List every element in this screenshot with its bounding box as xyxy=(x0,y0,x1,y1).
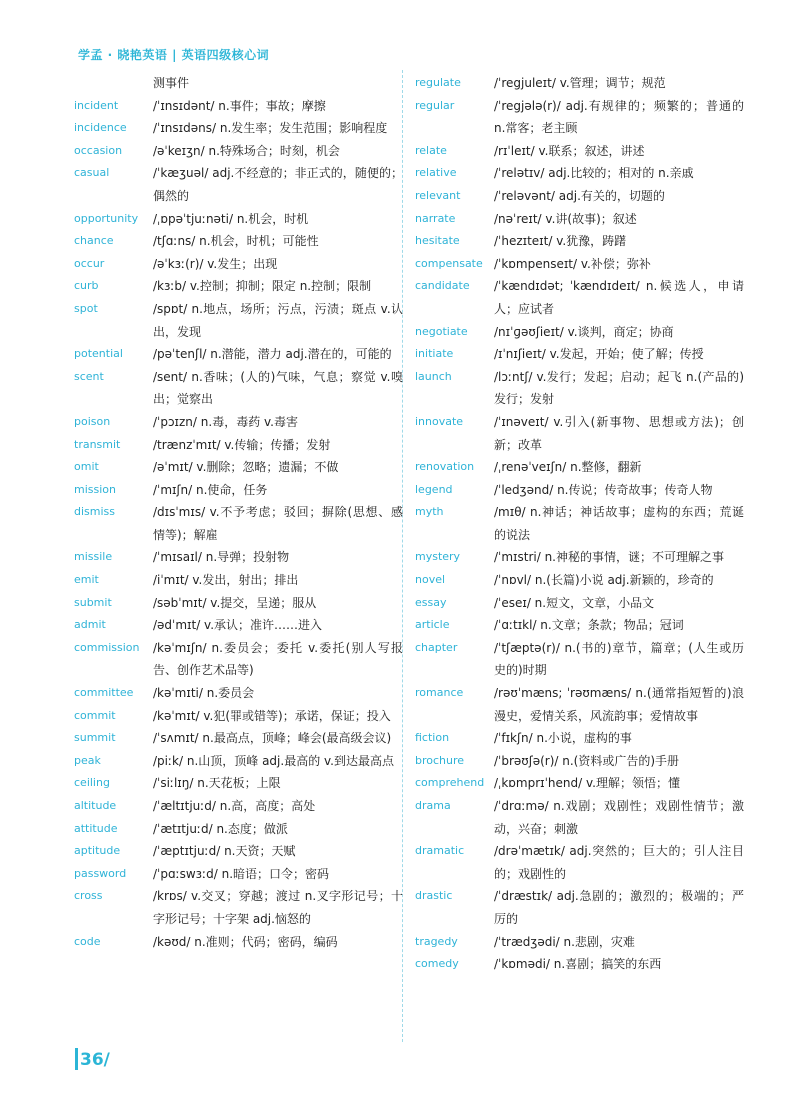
vocab-word: potential xyxy=(74,347,123,361)
vocab-word: spot xyxy=(74,301,98,315)
vocab-word: myth xyxy=(415,505,444,519)
vocab-entry xyxy=(74,95,404,118)
vocab-definition: /ˌrenəˈveɪʃn/ n.整修，翻新 xyxy=(494,460,642,475)
vocab-entry xyxy=(74,140,404,163)
vocab-entry xyxy=(415,614,745,637)
vocab-definition: /rəʊˈmæns; ˈrəʊmæns/ n.(通常指短暂的)浪漫史，爱情关系，风流韵事；爱情故事 xyxy=(494,686,744,723)
vocab-definition: /ˈrelətɪv/ adj.比较的；相对的 n.亲戚 xyxy=(494,166,694,181)
vocab-definition: /kəˈmɪʃn/ n.委员会；委托 v.委托(别人写报告、创作艺术品等) xyxy=(153,640,403,678)
vocab-entry xyxy=(415,275,745,320)
vocab-definition: /ˈkæʒuəl/ adj.不经意的；非正式的，随便的；偶然的 xyxy=(153,166,403,203)
vocab-word: commit xyxy=(74,708,116,722)
vocab-word: dramatic xyxy=(415,844,465,858)
vocab-definition: /nɪˈɡəʊʃieɪt/ v.谈判，商定；协商 xyxy=(494,324,674,339)
vocab-word: renovation xyxy=(415,460,475,474)
vocab-entry xyxy=(74,501,404,546)
vocab-entry xyxy=(415,253,745,276)
vocab-entry xyxy=(74,682,404,705)
vocab-definition: /ˈtʃæptə(r)/ n.(书的)章节，篇章；(人生或历史的)时期 xyxy=(494,640,744,678)
vocab-entry xyxy=(415,366,745,411)
vocab-definition: /ˈreləvənt/ adj.有关的，切题的 xyxy=(494,188,665,203)
vocab-word: drastic xyxy=(415,889,453,903)
vocab-entry xyxy=(74,208,404,231)
vocab-word: admit xyxy=(74,618,106,632)
vocab-entry xyxy=(74,569,404,592)
vocab-definition: /ˈregjələ(r)/ adj.有规律的；频繁的；普通的 n.常客；老主顾 xyxy=(494,98,744,136)
vocab-word: incident xyxy=(74,98,119,112)
vocab-entry xyxy=(74,614,404,637)
vocab-entry xyxy=(74,117,404,140)
vocab-definition: /ˈledʒənd/ n.传说；传奇故事；传奇人物 xyxy=(494,482,713,497)
vocab-entry xyxy=(415,592,745,615)
vocab-word: opportunity xyxy=(74,211,139,225)
vocab-entry xyxy=(74,772,404,795)
vocab-word: compensate xyxy=(415,256,483,270)
vocab-word: fiction xyxy=(415,731,450,745)
vocab-word: hesitate xyxy=(415,234,460,248)
vocab-word: commission xyxy=(74,640,140,654)
vocab-definition: /ˈmɪstri/ n.神秘的事情，谜；不可理解之事 xyxy=(494,550,724,565)
vocab-word: regular xyxy=(415,98,455,112)
vocab-definition: /kəʊd/ n.准则；代码；密码，编码 xyxy=(153,934,338,949)
vocab-entry xyxy=(415,501,745,546)
vocab-definition: /ˈɑːtɪkl/ n.文章；条款；物品；冠词 xyxy=(494,618,684,633)
vocab-word: brochure xyxy=(415,753,465,767)
vocab-entry xyxy=(74,863,404,886)
vocab-definition: /piːk/ n.山顶，顶峰 adj.最高的 v.到达最高点 xyxy=(153,753,394,768)
vocab-word: relate xyxy=(415,143,447,157)
vocab-word: drama xyxy=(415,799,451,812)
vocab-definition: /ˈmɪsaɪl/ n.导弹；投射物 xyxy=(153,550,290,565)
vocab-definition: /ˈkændɪdət; ˈkændɪdeɪt/ n.候选人，申请人；应试者 xyxy=(494,279,744,316)
vocab-entry xyxy=(415,140,745,163)
page-number: 36/ xyxy=(80,1050,110,1070)
vocab-definition: /sent/ n.香味；(人的)气味，气息；察觉 v.嗅出；觉察出 xyxy=(153,369,403,407)
vocab-definition: /kəˈmɪt/ v.犯(罪或错等)；承诺，保证；投入 xyxy=(153,708,391,723)
vocab-word: tragedy xyxy=(415,934,458,948)
vocab-entry xyxy=(74,885,404,930)
vocab-word: relevant xyxy=(415,188,461,202)
vocab-entry xyxy=(74,298,404,343)
vocab-entry xyxy=(415,953,745,976)
vocab-definition: /lɔːntʃ/ v.发行；发起；启动；起飞 n.(产品的)发行；发射 xyxy=(494,369,744,407)
vocab-definition: /ˈnɒvl/ n.(长篇)小说 adj.新颖的，珍奇的 xyxy=(494,573,714,588)
vocab-definition: /ˈeseɪ/ n.短文，文章，小品文 xyxy=(494,595,655,610)
vocab-word: candidate xyxy=(415,279,470,293)
vocab-word: mystery xyxy=(415,550,461,564)
vocab-definition: /əˈkeɪʒn/ n.特殊场合；时刻，机会 xyxy=(153,143,340,158)
vocab-definition: /əˈkɜː(r)/ v.发生；出现 xyxy=(153,256,278,271)
vocab-definition: /ˈɪnsɪdənt/ n.事件；事故；摩擦 xyxy=(153,98,326,113)
vocab-definition: /pəˈtenʃl/ n.潜能，潜力 adj.潜在的，可能的 xyxy=(153,347,392,362)
vocab-word: romance xyxy=(415,686,464,700)
vocab-word: curb xyxy=(74,279,99,293)
vocab-definition: /ˈkɒmpenseɪt/ v.补偿；弥补 xyxy=(494,256,651,271)
vocab-entry xyxy=(74,705,404,728)
vocab-word: chapter xyxy=(415,640,458,654)
vocab-definition: /ˈɪnəveɪt/ v.引入(新事物、思想或方法)；创新；改革 xyxy=(494,414,744,452)
vocab-word: casual xyxy=(74,166,110,180)
vocab-word: occur xyxy=(74,256,105,270)
vocab-entry xyxy=(415,95,745,140)
vocab-entry xyxy=(415,546,745,569)
vocab-definition: /mɪθ/ n.神话；神话故事；虚构的东西；荒诞的说法 xyxy=(494,505,744,542)
vocab-word: emit xyxy=(74,573,99,587)
vocab-entry xyxy=(415,885,745,930)
vocab-word: dismiss xyxy=(74,505,116,519)
vocab-definition: /ˈhezɪteɪt/ v.犹豫，踌躇 xyxy=(494,234,627,249)
vocab-entry xyxy=(74,795,404,818)
vocab-word: article xyxy=(415,618,450,632)
vocab-word: transmit xyxy=(74,437,121,451)
vocab-word: poison xyxy=(74,414,111,428)
vocab-definition: /nəˈreɪt/ v.讲(故事)；叙述 xyxy=(494,211,637,226)
vocab-entry xyxy=(415,411,745,456)
vocab-entry xyxy=(415,162,745,185)
vocab-word: incidence xyxy=(74,121,127,135)
vocab-entry xyxy=(74,366,404,411)
vocab-word: omit xyxy=(74,460,99,474)
vocab-entry xyxy=(415,230,745,253)
vocab-word: essay xyxy=(415,595,447,609)
vocab-entry xyxy=(74,343,404,366)
vocab-definition: /ˈkɒmədi/ n.喜剧；搞笑的东西 xyxy=(494,957,662,972)
vocab-definition: /ˈæltɪtjuːd/ n.高，高度；高处 xyxy=(153,799,316,813)
vocab-entry xyxy=(74,456,404,479)
vocab-entry xyxy=(74,253,404,276)
vocab-word: comedy xyxy=(415,957,459,971)
vocab-entry xyxy=(74,750,404,773)
vocab-definition: /drəˈmætɪk/ adj.突然的；巨大的；引人注目的；戏剧性的 xyxy=(494,844,744,881)
vocab-word: relative xyxy=(415,166,457,180)
vocab-definition: /ˈsʌmɪt/ n.最高点，顶峰；峰会(最高级会议) xyxy=(153,731,392,746)
vocab-entry xyxy=(74,592,404,615)
vocab-word: submit xyxy=(74,595,112,609)
vocab-entry xyxy=(74,230,404,253)
vocab-entry xyxy=(74,434,404,457)
vocab-entry xyxy=(415,750,745,773)
vocab-definition: /ˌɒpəˈtjuːnəti/ n.机会，时机 xyxy=(153,211,309,226)
left-column xyxy=(74,72,404,953)
vocab-definition: /rɪˈleɪt/ v.联系；叙述，讲述 xyxy=(494,143,645,158)
vocab-word: summit xyxy=(74,731,116,745)
vocab-definition: 测事件 xyxy=(153,76,190,90)
vocab-definition: /ˈdrɑːmə/ n.戏剧；戏剧性；戏剧性情节；激动，兴奋；刺激 xyxy=(494,799,744,836)
vocab-entry xyxy=(415,727,745,750)
vocab-definition: /kɜːb/ v.控制；抑制；限定 n.控制；限制 xyxy=(153,279,372,294)
vocab-entry xyxy=(415,637,745,682)
vocab-word: launch xyxy=(415,369,452,383)
vocab-entry xyxy=(415,456,745,479)
vocab-word: regulate xyxy=(415,76,461,89)
vocab-word: aptitude xyxy=(74,844,121,858)
vocab-definition: /ɪˈnɪʃieɪt/ v.发起，开始；使了解；传授 xyxy=(494,347,704,362)
vocab-word: negotiate xyxy=(415,324,468,338)
vocab-definition: /iˈmɪt/ v.发出，射出；排出 xyxy=(153,573,299,588)
vocab-word: committee xyxy=(74,686,134,700)
vocab-definition: /ˈtrædʒədi/ n.悲剧，灾难 xyxy=(494,934,635,949)
vocab-definition: /ˈsiːlɪŋ/ n.天花板；上限 xyxy=(153,776,281,791)
vocab-word: scent xyxy=(74,369,104,383)
vocab-definition: /ədˈmɪt/ v.承认；准许……进入 xyxy=(153,618,323,633)
vocab-word: cross xyxy=(74,889,103,903)
vocab-word: initiate xyxy=(415,347,454,361)
vocab-word: legend xyxy=(415,482,453,496)
vocab-entry xyxy=(74,637,404,682)
vocab-word: comprehend xyxy=(415,776,485,790)
vocab-definition: /ˈdræstɪk/ adj.急剧的；激烈的；极端的；严厉的 xyxy=(494,889,744,926)
vocab-definition: /ˈpɑːswɜːd/ n.暗语；口令；密码 xyxy=(153,866,330,881)
vocab-entry xyxy=(74,727,404,750)
vocab-word: narrate xyxy=(415,211,456,225)
vocab-entry xyxy=(415,321,745,344)
vocab-definition: /kəˈmɪti/ n.委员会 xyxy=(153,686,255,701)
page-number-bar xyxy=(75,1048,78,1070)
vocab-definition: /səbˈmɪt/ v.提交，呈递；服从 xyxy=(153,595,317,610)
vocab-entry xyxy=(415,569,745,592)
vocab-entry xyxy=(74,411,404,434)
vocab-word: novel xyxy=(415,573,446,587)
vocab-entry xyxy=(74,275,404,298)
vocab-word: code xyxy=(74,934,101,948)
vocab-definition: /spɒt/ n.地点，场所；污点，污渍；斑点 v.认出，发现 xyxy=(153,301,403,339)
vocab-word: attitude xyxy=(74,821,118,835)
vocab-word: innovate xyxy=(415,414,464,428)
vocab-definition: /ˌkɒmprɪˈhend/ v.理解；领悟；懂 xyxy=(494,776,680,791)
vocab-entry xyxy=(74,72,404,95)
vocab-definition: /ˈætɪtjuːd/ n.态度；做派 xyxy=(153,821,288,836)
vocab-entry xyxy=(415,343,745,366)
vocab-definition: /dɪsˈmɪs/ v.不予考虑；驳回；摒除(思想、感情等)；解雇 xyxy=(153,505,403,542)
vocab-definition: /krɒs/ v.交叉；穿越；渡过 n.叉字形记号；十字形记号；十字架 adj.恼怒的 xyxy=(153,889,403,926)
vocab-word: chance xyxy=(74,234,114,248)
vocab-entry xyxy=(74,840,404,863)
vocab-entry xyxy=(415,931,745,954)
vocab-word: peak xyxy=(74,753,101,767)
vocab-definition: /ˈfɪkʃn/ n.小说，虚构的事 xyxy=(494,731,632,746)
vocab-word: occasion xyxy=(74,143,123,157)
vocab-definition: /ˈregjuleɪt/ v.管理；调节；规范 xyxy=(494,76,666,90)
vocab-entry xyxy=(415,772,745,795)
vocab-entry xyxy=(74,818,404,841)
vocab-word: altitude xyxy=(74,799,117,812)
page-header: 学孟 · 晓艳英语 | 英语四级核心词 xyxy=(78,48,270,62)
vocab-definition: /ˈɪnsɪdəns/ n.发生率；发生范围；影响程度 xyxy=(153,121,388,136)
vocab-word: password xyxy=(74,866,127,880)
vocab-definition: /əˈmɪt/ v.删除；忽略；遗漏；不做 xyxy=(153,460,339,475)
vocab-entry xyxy=(74,931,404,954)
vocab-entry xyxy=(415,208,745,231)
vocab-definition: /tʃɑːns/ n.机会，时机；可能性 xyxy=(153,234,319,249)
vocab-entry xyxy=(74,546,404,569)
vocab-definition: /ˈæptɪtjuːd/ n.天资；天赋 xyxy=(153,844,296,859)
vocab-definition: /ˈbrəʊʃə(r)/ n.(资料或广告的)手册 xyxy=(494,753,680,768)
vocab-definition: /ˈpɔɪzn/ n.毒，毒药 v.毒害 xyxy=(153,414,298,429)
vocab-entry xyxy=(415,682,745,727)
vocab-entry xyxy=(415,72,745,95)
vocab-entry xyxy=(415,840,745,885)
vocab-entry xyxy=(74,162,404,207)
vocab-word: mission xyxy=(74,482,116,496)
vocab-entry xyxy=(415,795,745,840)
vocab-entry xyxy=(74,479,404,502)
right-column xyxy=(415,72,745,976)
vocab-word: missile xyxy=(74,550,113,564)
vocab-definition: /trænzˈmɪt/ v.传输；传播；发射 xyxy=(153,437,331,452)
vocab-entry xyxy=(415,185,745,208)
vocab-definition: /ˈmɪʃn/ n.使命，任务 xyxy=(153,482,268,497)
vocab-word: ceiling xyxy=(74,776,110,790)
vocab-entry xyxy=(415,479,745,502)
